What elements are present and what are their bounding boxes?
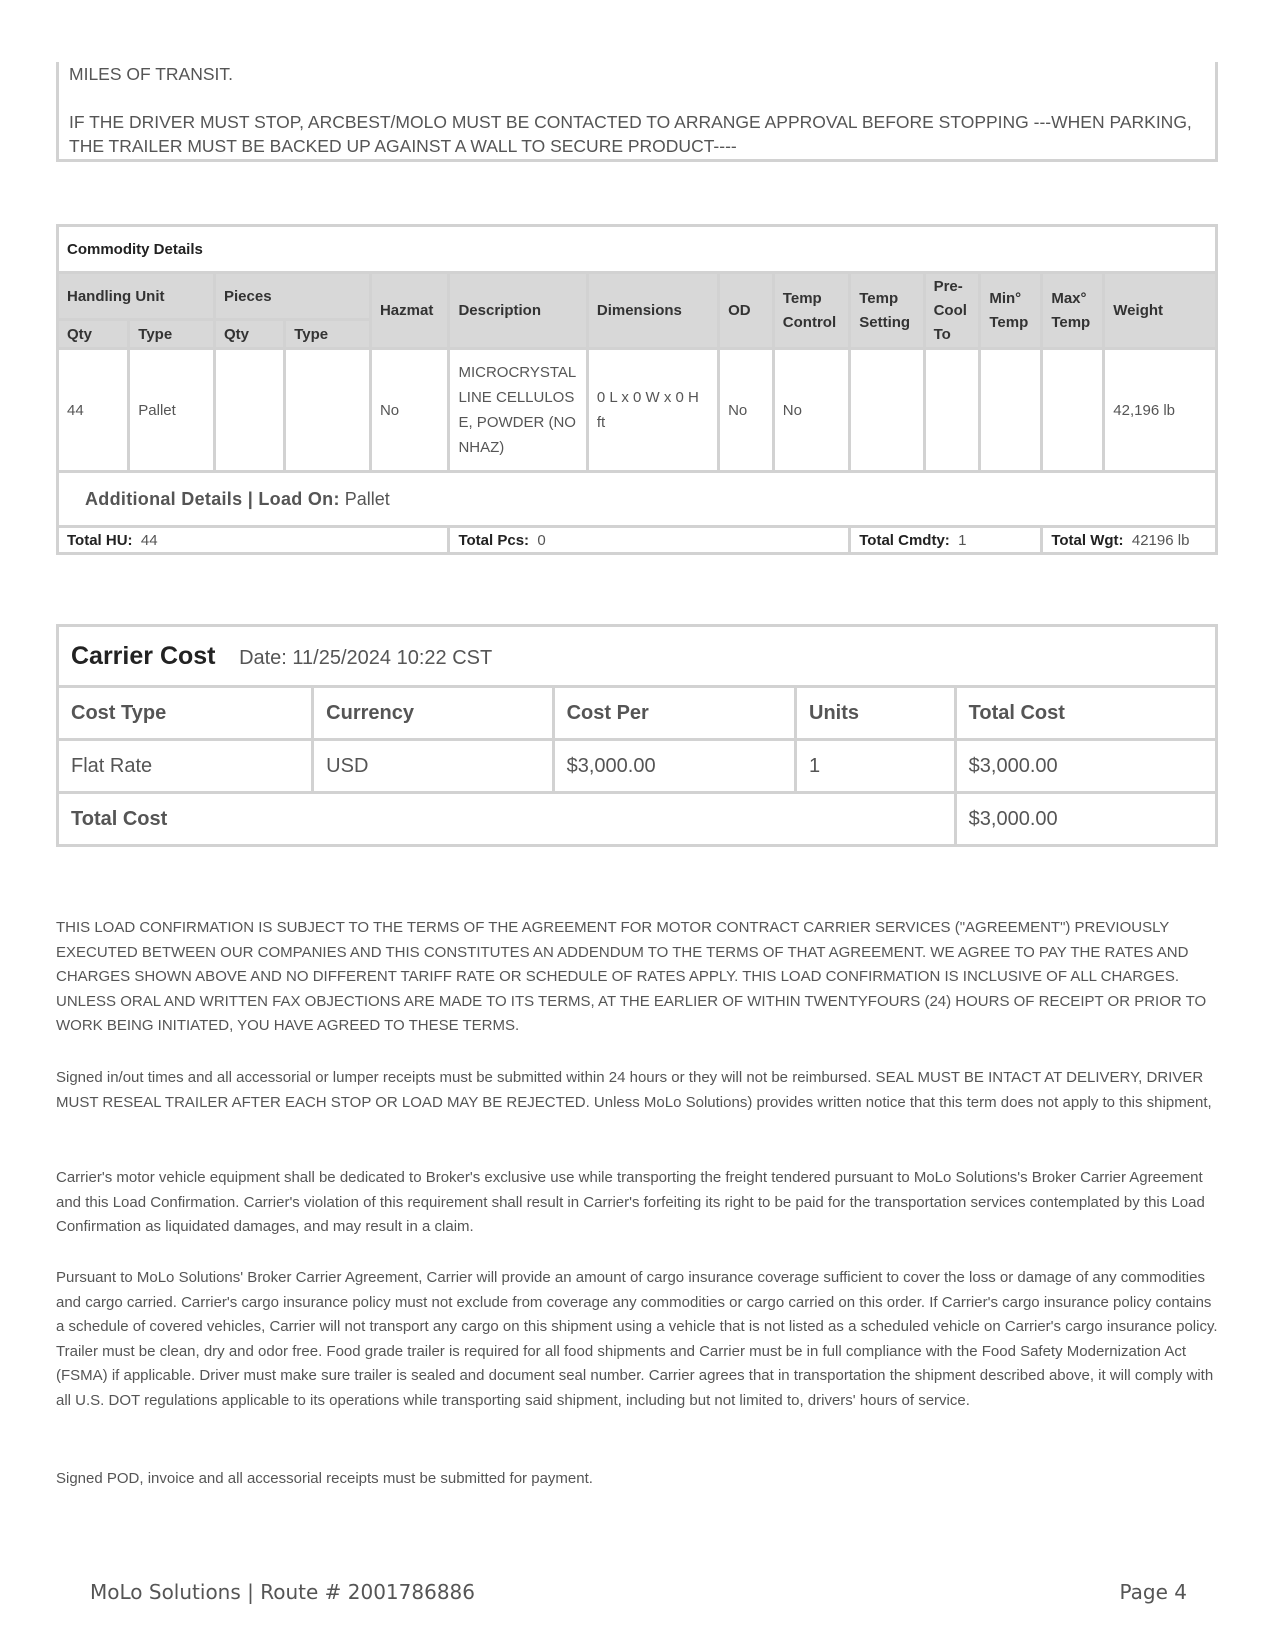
cell-total-cost: $3,000.00: [955, 740, 1216, 793]
cell-min-temp: [980, 349, 1042, 472]
carrier-cost-header: [58, 626, 1217, 687]
carrier-cost-table: [56, 624, 1218, 847]
header-pre-cool-to: Pre-Cool To: [924, 273, 980, 349]
terms-text: Pursuant to MoLo Solutions' Broker Carrier Agreement, Carrier will provide an amount of cargo insurance coverage sufficient to cover the loss or damage of any commodities and cargo carried. Carrier's cargo insurance policy must not exclude from coverage any commodities or cargo carried on this order. If Carrier's cargo insurance policy contains a schedule of covered vehicles, Carrier will not transport any cargo on this shipment using a vehicle that is not listed as a scheduled vehicle on Carrier's cargo insurance policy. Trailer must be clean, dry and odor free. Food grade trailer is required for all food shipments and Carrier must be in full compliance with the Food Safety Modernization Act (FSMA) if applicable. Driver must make sure trailer is sealed and document seal number. Carrier agrees that in transportation the shipment described above, it will comply with all U.S. DOT regulations applicable to its operations while transporting said shipment, including but not limited to, drivers' hours of service.: [56, 1269, 1218, 1409]
terms-text: Carrier's motor vehicle equipment shall be dedicated to Broker's exclusive use while transporting the freight tendered pursuant to MoLo Solutions's Broker Carrier Agreement and this Load Confirmation. Carrier's violation of this requirement shall result in Carrier's forfeiting its right to be paid for the transportation services contemplated by this Load Confirmation as liquidated damages, and may result in a claim.: [56, 1169, 1205, 1235]
total-hu: [58, 527, 449, 554]
additional-details-label: Additional Details | Load On:: [85, 488, 340, 509]
cell-od: No: [719, 349, 774, 472]
header-cost-per: Cost Per: [553, 687, 795, 740]
header-max-temp: Max° Temp: [1042, 273, 1104, 349]
header-description: Description: [449, 273, 587, 349]
total-pcs-value: 0: [537, 531, 546, 549]
table-row: [58, 349, 1217, 472]
header-pieces: Pieces: [215, 273, 371, 320]
header-cost-type: Cost Type: [58, 687, 313, 740]
carrier-cost-title: Carrier Cost: [71, 641, 216, 670]
header-temp-setting: Temp Setting: [850, 273, 924, 349]
carrier-cost-date: Date: 11/25/2024 10:22 CST: [239, 646, 493, 669]
cell-dimensions: 0 L x 0 W x 0 H ft: [587, 349, 718, 472]
header-hu-qty: Qty: [58, 320, 129, 349]
footer-page-number: Page 4: [1119, 1580, 1187, 1604]
cell-pcs-type: [285, 349, 371, 472]
total-wgt-value: 42196 lb: [1131, 531, 1190, 549]
notes-line-1: MILES OF TRANSIT.: [69, 64, 234, 84]
cell-hu-type: Pallet: [129, 349, 215, 472]
terms-paragraph-1: [56, 916, 1221, 1039]
notes-line-2: IF THE DRIVER MUST STOP, ARCBEST/MOLO MUST BE CONTACTED TO ARRANGE APPROVAL BEFORE STOPPING ---WHEN PARKING, THE TRAILER MUST BE BACKED UP AGAINST A WALL TO SECURE PRODUCT----: [69, 112, 1192, 156]
header-handling-unit: Handling Unit: [58, 273, 215, 320]
header-hazmat: Hazmat: [370, 273, 449, 349]
header-currency: Currency: [313, 687, 553, 740]
footer-route: MoLo Solutions | Route # 2001786886: [90, 1580, 475, 1604]
cell-units: 1: [796, 740, 956, 793]
cell-weight: 42,196 lb: [1104, 349, 1217, 472]
special-instructions-box: [56, 62, 1218, 162]
header-min-temp: Min° Temp: [980, 273, 1042, 349]
header-pcs-qty: Qty: [215, 320, 285, 349]
additional-details: [58, 472, 1217, 527]
terms-text: Signed POD, invoice and all accessorial receipts must be submitted for payment.: [56, 1470, 593, 1487]
cell-pre-cool-to: [924, 349, 980, 472]
terms-paragraph-5: [56, 1467, 1221, 1492]
commodity-details-table: [56, 224, 1218, 555]
header-od: OD: [719, 273, 774, 349]
total-cost-label: Total Cost: [58, 793, 956, 846]
terms-paragraph-3: [56, 1166, 1221, 1240]
cell-temp-setting: [850, 349, 924, 472]
total-hu-value: 44: [140, 531, 158, 549]
cell-hu-qty: 44: [58, 349, 129, 472]
header-total-cost: Total Cost: [955, 687, 1216, 740]
commodity-details-title: Commodity Details: [58, 226, 1217, 273]
total-cmdty-value: 1: [958, 531, 967, 549]
total-wgt-label: Total Wgt:: [1051, 531, 1124, 549]
total-wgt: [1042, 527, 1217, 554]
total-cost-value: $3,000.00: [955, 793, 1216, 846]
cell-pcs-qty: [215, 349, 285, 472]
header-dimensions: Dimensions: [587, 273, 718, 349]
header-weight: Weight: [1104, 273, 1217, 349]
header-hu-type: Type: [129, 320, 215, 349]
total-pcs-label: Total Pcs:: [458, 531, 530, 549]
header-pcs-type: Type: [285, 320, 371, 349]
cell-hazmat: No: [370, 349, 449, 472]
terms-paragraph-4: [56, 1266, 1221, 1413]
terms-text: THIS LOAD CONFIRMATION IS SUBJECT TO THE TERMS OF THE AGREEMENT FOR MOTOR CONTRACT CARRIER SERVICES ("AGREEMENT") PREVIOUSLY EXECUTED BETWEEN OUR COMPANIES AND THIS CONSTITUTES AN ADDENDUM TO THE TERMS OF THAT AGREEMENT. WE AGREE TO PAY THE RATES AND CHARGES SHOWN ABOVE AND NO DIFFERENT TARIFF RATE OR SCHEDULE OF RATES APPLY. THIS LOAD CONFIRMATION IS INCLUSIVE OF ALL CHARGES. UNLESS ORAL AND WRITTEN FAX OBJECTIONS ARE MADE TO ITS TERMS, AT THE EARLIER OF WITHIN TWENTYFOURS (24) HOURS OF RECEIPT OR PRIOR TO WORK BEING INITIATED, YOU HAVE AGREED TO THESE TERMS.: [56, 919, 1207, 1034]
cell-max-temp: [1042, 349, 1104, 472]
total-cmdty: [850, 527, 1042, 554]
total-hu-label: Total HU:: [67, 531, 133, 549]
cell-temp-control: No: [773, 349, 849, 472]
terms-text: Signed in/out times and all accessorial or lumper receipts must be submitted within 24 hours or they will not be reimbursed. SEAL MUST BE INTACT AT DELIVERY, DRIVER MUST RESEAL TRAILER AFTER EACH STOP OR LOAD MAY BE REJECTED. Unless MoLo Solutions) provides written notice that this term does not apply to this shipment,: [56, 1069, 1212, 1111]
header-temp-control: Temp Control: [773, 273, 849, 349]
cell-cost-type: Flat Rate: [58, 740, 313, 793]
total-cmdty-label: Total Cmdty:: [859, 531, 950, 549]
total-pcs: [449, 527, 850, 554]
header-units: Units: [796, 687, 956, 740]
cell-description: MICROCRYSTALLINE CELLULOSE, POWDER (NONHAZ): [449, 349, 587, 472]
cell-currency: USD: [313, 740, 553, 793]
table-row: [58, 740, 1217, 793]
additional-details-value: Pallet: [344, 488, 390, 509]
cell-cost-per: $3,000.00: [553, 740, 795, 793]
terms-paragraph-2: [56, 1066, 1221, 1115]
